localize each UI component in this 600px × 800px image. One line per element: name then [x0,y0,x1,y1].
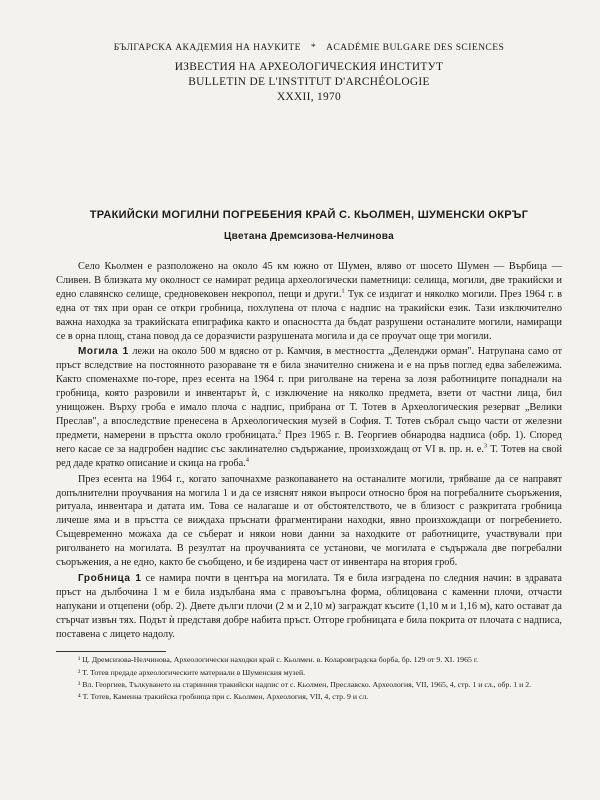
paragraph-3: През есента на 1964 г., когато започнахме разкопаването на останалите могили, трябваше да се направят допълнителни проучвания на могила 1 и да се изяснят някои въпроси относно броя на погребалните съоръжения, ритуала, инвентара и датата им. Това се налагаше и от обстоятелството, че в близост с разкритата гробница личеше яма и в пръстта се виждаха пръснати фрагментирани находки, явно произхождащи от погребението. Същевременно можаха да се съберат и някои нови данни за находките от работниците, участвували при риголването на могилата. В резултат на проучванията се установи, че могилата е съдържала две погребални съоръжения, а не едно, както бе съобщено, и бе издирена част от инвентара на втория гроб. [56,473,562,569]
tomb-1-heading: Гробница 1 [78,572,142,584]
paragraph-4 [56,572,562,642]
academy-name-bg: БЪЛГАРСКА АКАДЕМИЯ НА НАУКИТЕ [113,42,301,53]
academy-name-fr: ACADÉMIE BULGARE DES SCIENCES [326,42,505,53]
footnote-ref-1: 1 [341,287,345,295]
masthead-separator: * [310,42,317,53]
footnotes [56,655,562,702]
paragraph-2 [56,345,562,470]
footnote-divider [56,651,166,652]
paragraph-2-text: лежи на около 500 м вдясно от р. Камчия, в местността „Деленджи орман". Натрупана само от пръст вследствие на постоянното разораване тя е била значително снижена и е на пръв поглед едва забележима. Както споменахме по-горе, през есента на 1964 г. при риголване на терена за лозя работниците попаднали на гробница, която разровили и инвентарът ѝ, с изключение на няколко предмета, взети от частни лица, бил унищожен. Върху гроба е имало плоча с надпис, прибрана от Т. Тотев в Археологическия резерват „Велики Преслав", а впоследствие пренесена в Археологическия музей в София. Т. Тотев събрал също части от железни предмети, намерени в пръстта около гробницата. [56,346,562,441]
article-author: Цветана Дремсизова-Нелчинова [224,231,394,242]
footnote-2: ² Т. Тотев предаде археологическите материали в Шуменския музей. [78,667,306,677]
footnote-ref-3: 3 [483,442,488,450]
journal-title-fr: BULLETIN DE L'INSTITUT D'ARCHÉOLOGIE [188,76,430,88]
footnote-ref-4: 4 [245,456,249,464]
paragraph-1-text: Село Кьолмен е разположено на около 45 км южно от Шумен, вляво от шосето Шумен — Върбица — Сливен. В близката му околност се намират редица археологически паметници: селища, могили, две тракийски и едно славянско селище, средновековен некропол, пещи и други. [56,261,562,300]
paragraph-1 [56,260,562,343]
paragraph-2-tail: Т. Тотев на свой ред даде кратко описание и скица на гроба. [56,443,562,469]
paragraph-2-mid: През 1965 г. В. Георгиев обнародва надписа (обр. 1). Според него касае се за надгробен надпис със заклинателно съдържание, произхождащ от VI в. пр. н. е. [56,429,562,455]
journal-title-bg: ИЗВЕСТИЯ НА АРХЕОЛОГИЧЕСКИЯ ИНСТИТУТ [174,61,444,73]
article-body [56,260,562,641]
footnote-1: ¹ Ц. Дремсизова-Нелчинова, Археологически находки край с. Кьолмен. в. Коларовградска борба, бр. 129 от 9. XI. 1965 г. [78,655,479,665]
footnote-ref-2: 2 [277,428,282,436]
masthead [56,0,562,105]
footnote-4: ⁴ Т. Тотев, Каменна тракийска гробница при с. Кьолмен, Археология, VII, 4, стр. 9 и сл. [78,692,369,702]
mound-1-heading: Могила 1 [78,346,129,358]
paragraph-4-text: се намира почти в центъра на могилата. Тя е била изградена по следния начин: в здравата пръст на дълбочина 1 м е била издълбана яма с правоъгълна форма, облицована с каменни плочи, отчасти напукани и отцепени (обр. 2). Двете дълги плочи (2 м и 2,10 м) заграждат късите (1,10 м и 1,16 м), като остават да стърчат извън тях. Подът ѝ представя добре набита пръст. Отгоре гробницата е била покрита от плочата с надписа, поставена с лицето надолу. [56,572,562,640]
article-title: ТРАКИЙСКИ МОГИЛНИ ПОГРЕБЕНИЯ КРАЙ С. КЬОЛМЕН, ШУМЕНСКИ ОКРЪГ [89,209,529,221]
academy-line [56,42,562,53]
journal-volume: XXXII, 1970 [276,91,342,103]
paragraph-1-tail: Тук се издигат и няколко могили. През 1964 г. в една от тях при оран се откри гробница, похлупена от плоча с надпис на тракийски език. Тази изключително важна находка за тракийската епиграфика както и опасността да бъдат разрушени останалите могили, намиращи се в орна площ, стана повод да се доразчисти разрушената могила и да се проучат още три могили. [56,288,563,342]
footnote-3: ³ Вл. Георгиев, Тълкуването на старинния тракийски надпис от с. Кьолмен, Преславско. Археология, VII, 1965, 4, стр. 1 и сл., обр. 1 и 2. [78,679,532,689]
